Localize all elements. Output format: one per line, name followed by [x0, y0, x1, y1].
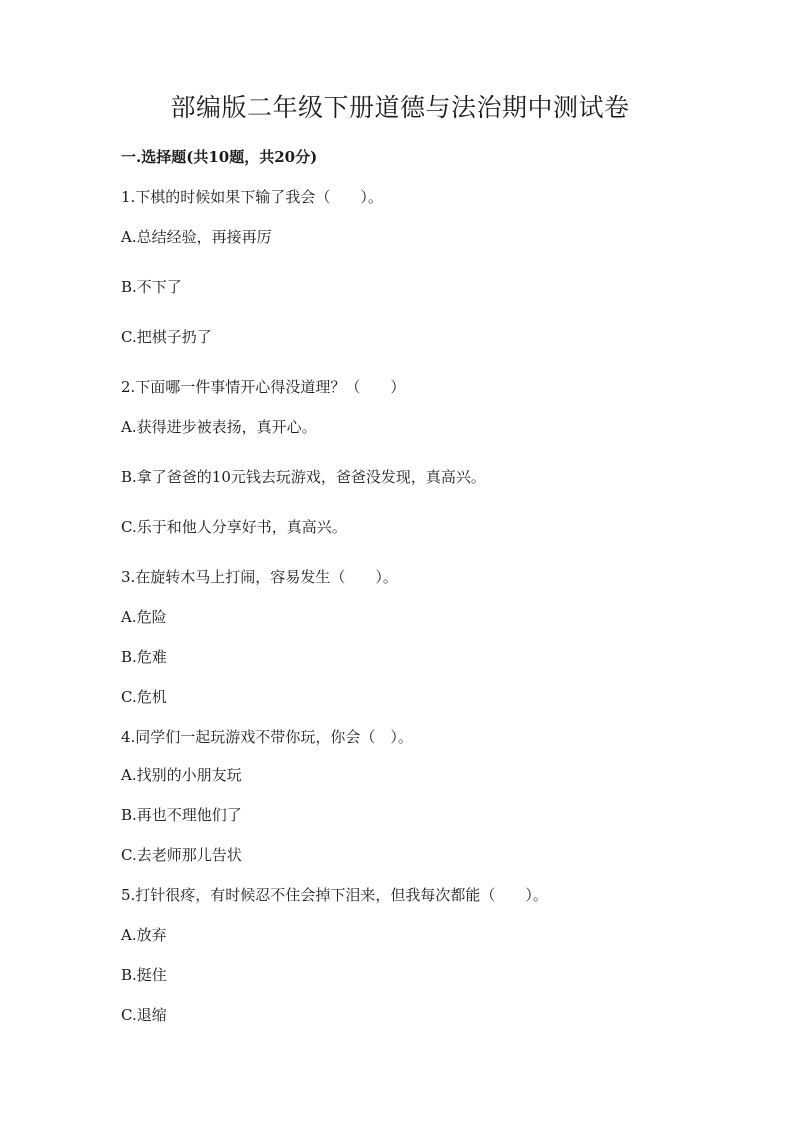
question-1-option-c[interactable]: C.把棋子扔了 [121, 328, 212, 346]
question-2-option-b[interactable]: B.拿了爸爸的10元钱去玩游戏，爸爸没发现，真高兴。 [121, 468, 486, 486]
question-5-option-b[interactable]: B.挺住 [121, 966, 167, 984]
question-1-option-a[interactable]: A.总结经验，再接再厉 [121, 228, 272, 246]
question-2-option-c[interactable]: C.乐于和他人分享好书，真高兴。 [121, 518, 347, 536]
question-4-option-b[interactable]: B.再也不理他们了 [121, 806, 242, 824]
question-5-option-a[interactable]: A.放弃 [121, 926, 167, 944]
page-title: 部编版二年级下册道德与法治期中测试卷 [170, 93, 630, 122]
question-5-option-c[interactable]: C.退缩 [121, 1006, 167, 1024]
question-4-option-c[interactable]: C.去老师那儿告状 [121, 846, 242, 864]
question-3-option-a[interactable]: A.危险 [121, 608, 167, 626]
question-4-option-a[interactable]: A.找别的小朋友玩 [121, 766, 242, 784]
question-4-stem: 4.同学们一起玩游戏不带你玩，你会（ ）。 [121, 728, 413, 746]
question-3-stem: 3.在旋转木马上打闹，容易发生（ ）。 [121, 568, 398, 586]
question-1-stem: 1.下棋的时候如果下输了我会（ ）。 [121, 188, 383, 206]
question-2-stem: 2.下面哪一件事情开心得没道理？（ ） [121, 378, 406, 396]
question-3-option-b[interactable]: B.危难 [121, 648, 167, 666]
question-3-option-c[interactable]: C.危机 [121, 688, 167, 706]
question-5-stem: 5.打针很疼，有时候忍不住会掉下泪来，但我每次都能（ ）。 [121, 886, 548, 904]
section-heading: 一.选择题(共10题，共20分) [121, 148, 318, 166]
question-1-option-b[interactable]: B.不下了 [121, 278, 182, 296]
question-2-option-a[interactable]: A.获得进步被表扬，真开心。 [121, 418, 317, 436]
